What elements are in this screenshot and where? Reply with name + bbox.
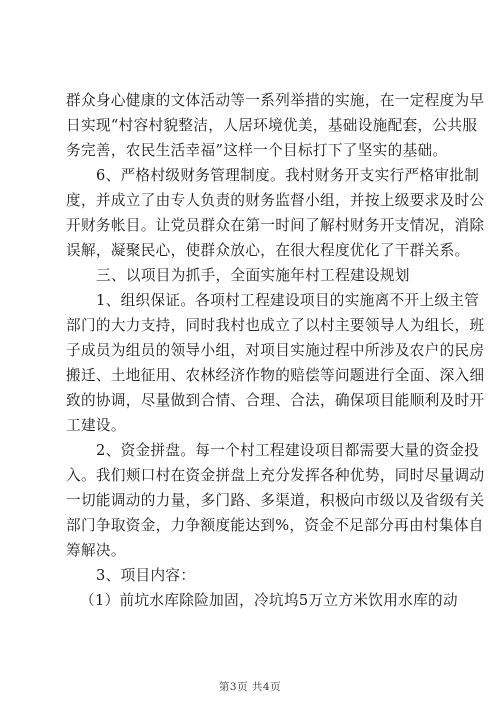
text-line: 一切能调动的力量，多门路、多渠道，积极向市级以及省级有关: [66, 492, 485, 509]
page-number-footer: 第3页 共4页: [218, 681, 282, 693]
paragraph-start-line: （1）前坑水库除险加固，冷坑坞5万立方米饮用水库的动: [80, 592, 458, 609]
text-line: 部门争取资金，力争额度能达到%，资金不足部分再由村集体自: [66, 517, 484, 534]
paragraph-start-line: 6、严格村级财务管理制度。我村财务开支实行严格审批制: [96, 167, 480, 184]
section-heading: 三、以项目为抓手，全面实施年村工程建设规划: [96, 267, 410, 284]
text-line: 子成员为组员的领导小组，对项目实施过程中所涉及农户的民房: [66, 342, 485, 359]
text-line: 务完善，农民生活幸福”这样一个目标打下了坚实的基础。: [66, 142, 448, 159]
paragraph-start-line: 2、资金拼盘。每一个村工程建设项目都需要大量的资金投: [96, 442, 480, 459]
text-line: 误解，凝聚民心，使群众放心，在很大程度优化了干群关系。: [66, 242, 470, 259]
text-line: 工建设。: [66, 417, 126, 434]
paragraph-start-line: 1、组织保证。各项村工程建设项目的实施离不开上级主管: [96, 292, 480, 309]
text-line: 筹解决。: [66, 542, 126, 559]
text-line: 搬迁、土地征用、农林经济作物的赔偿等问题进行全面、深入细: [66, 367, 485, 384]
paragraph-start-line: 3、项目内容：: [96, 567, 196, 584]
body-text: [66, 88, 485, 613]
text-line: 入。我们颊口村在资金拼盘上充分发挥各种优势，同时尽量调动: [66, 467, 485, 484]
text-line: 开财务帐目。让党员群众在第一时间了解村财务开支情况，消除: [66, 217, 485, 234]
text-line: 部门的大力支持，同时我村也成立了以村主要领导人为组长，班: [66, 317, 485, 334]
text-line: 致的协调，尽量做到合情、合理、合法，确保项目能顺利及时开: [66, 392, 485, 409]
text-line: 度，并成立了由专人负责的财务监督小组，并按上级要求及时公: [66, 192, 485, 209]
text-line: 日实现“村容村貌整洁，人居环境优美，基础设施配套，公共服: [66, 117, 478, 134]
text-line: 群众身心健康的文体活动等一系列举措的实施，在一定程度为早: [66, 92, 485, 109]
